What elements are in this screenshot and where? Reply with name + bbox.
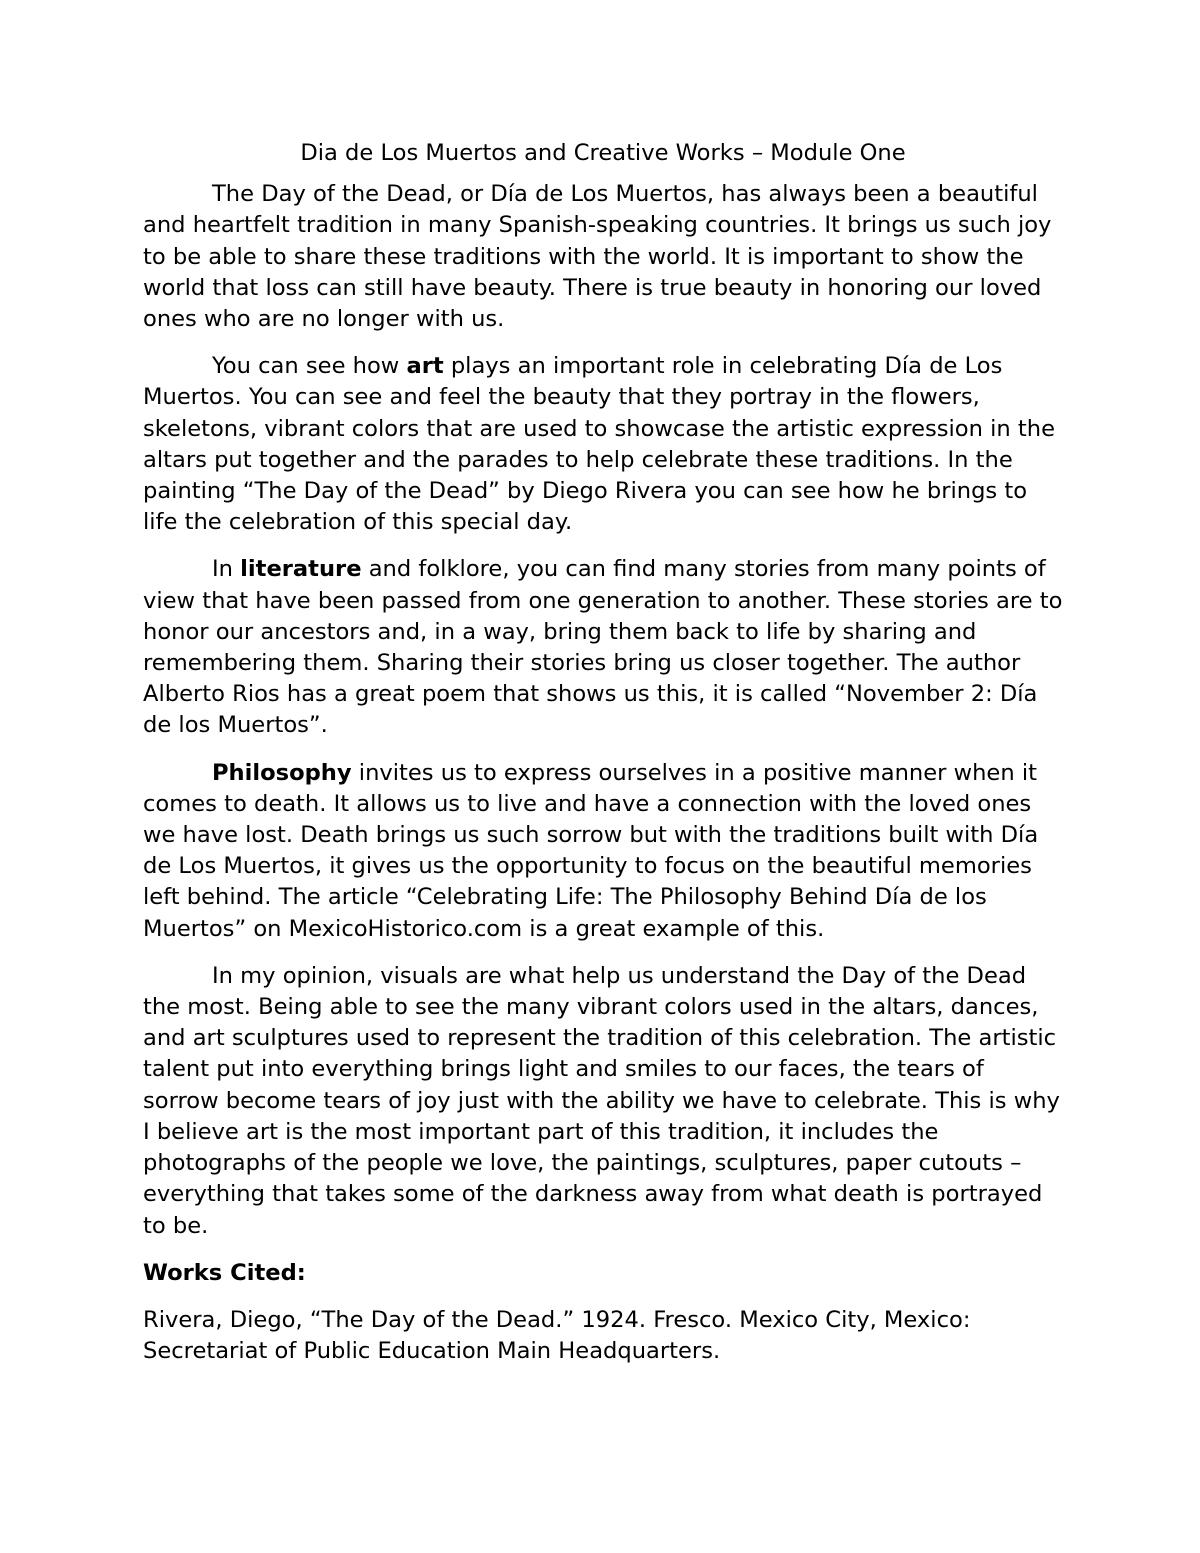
paragraph-opinion: In my opinion, visuals are what help us understand the Day of the Dead the most. Being able to see the many vibrant colors used in the altars, dances, and art sculptures used to represent the tradition of this celebration. The artistic talent put into everything brings light and smiles to our faces, the tears of sorrow become tears of joy just with the ability we have to celebrate. This is why I believe art is the most important part of this tradition, it includes the photographs of the people we love, the paintings, sculptures, paper cutouts – everything that takes some of the darkness away from what death is portrayed to be. xyxy=(143,962,1060,1239)
paragraph-philosophy: Philosophy invites us to express ourselves in a positive manner when it comes to death. It allows us to live and have a connection with the loved ones we have lost. Death brings us such sorrow but with the traditions built with Día de Los Muertos, it gives us the opportunity to focus on the beautiful memories left behind. The article “Celebrating Life: The Philosophy Behind Día de los Muertos” on MexicoHistorico.com is a great example of this. xyxy=(143,759,1039,942)
citation-entry: Rivera, Diego, “The Day of the Dead.” 1924. Fresco. Mexico City, Mexico: Secretariat of Public Education Main Headquarters. xyxy=(143,1306,971,1365)
paragraph-art: You can see how art plays an important role in celebrating Día de Los Muertos. You can see and feel the beauty that they portray in the flowers, skeletons, vibrant colors that are used to showcase the artistic expression in the altars put together and the parades to help celebrate these traditions. In the painting “The Day of the Dead” by Diego Rivera you can see how he brings to life the celebration of this special day. xyxy=(143,353,1055,536)
bold-term-philosophy: Philosophy xyxy=(212,759,352,786)
paragraph-literature: In literature and folklore, you can find many stories from many points of view that have been passed from one generation to another. These stories are to honor our ancestors and, in a way, bring them back to life by sharing and remembering them. Sharing their stories bring us closer together. The author Alberto Rios has a great poem that shows us this, it is called “November 2: Día de los Muertos”. xyxy=(143,556,1063,739)
document-content xyxy=(143,138,1063,1383)
bold-term-art: art xyxy=(406,353,444,380)
paragraph-intro: The Day of the Dead, or Día de Los Muertos, has always been a beautiful and heartfelt tradition in many Spanish-speaking countries. It brings us such joy to be able to share these traditions with the world. It is important to show the world that loss can still have beauty. There is true beauty in honoring our loved ones who are no longer with us. xyxy=(143,181,1052,333)
document-title: Dia de Los Muertos and Creative Works – Module One xyxy=(300,140,906,166)
bold-term-literature: literature xyxy=(240,556,362,583)
works-cited-heading: Works Cited: xyxy=(143,1259,306,1286)
